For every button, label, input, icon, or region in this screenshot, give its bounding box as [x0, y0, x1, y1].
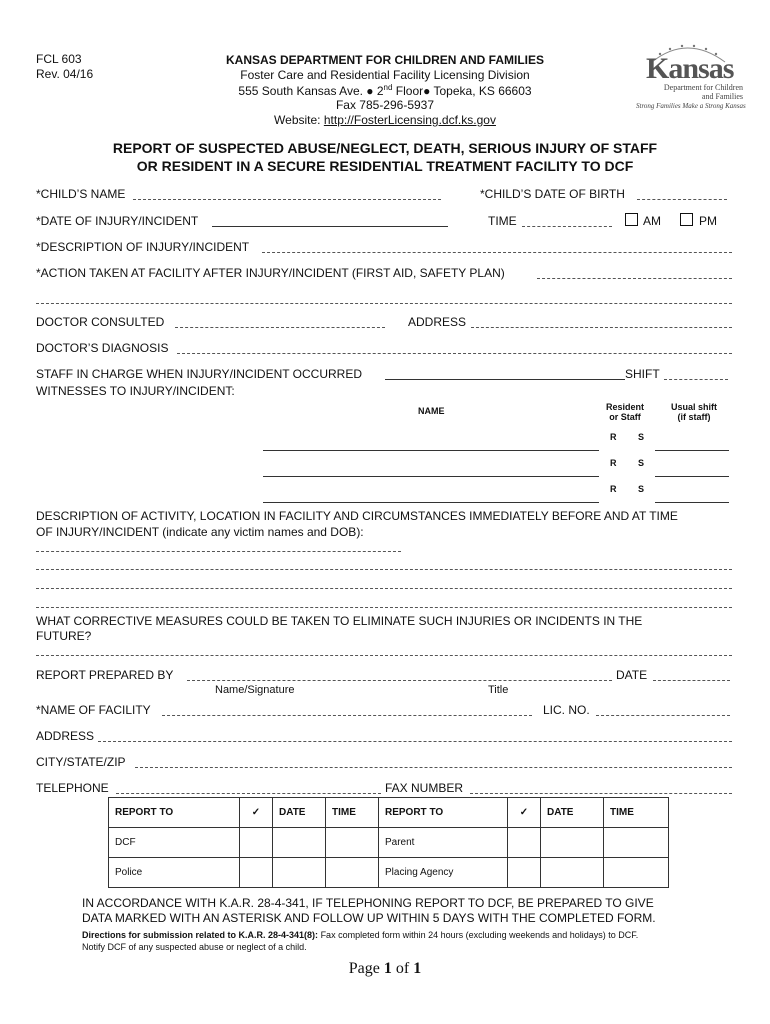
desc-injury-field[interactable]: [262, 252, 732, 253]
prepared-by-label: REPORT PREPARED BY: [36, 668, 174, 682]
activity-field-1[interactable]: [36, 551, 401, 552]
childs-dob-label: *CHILD’S DATE OF BIRTH: [480, 187, 625, 201]
city-state-zip-label: CITY/STATE/ZIP: [36, 755, 126, 769]
page-number: Page 1 of 1: [348, 960, 422, 977]
pm-checkbox[interactable]: [680, 213, 693, 226]
staff-in-charge-field[interactable]: [385, 379, 625, 380]
parent-check-cell[interactable]: [508, 828, 541, 858]
facility-address-label: ADDRESS: [36, 729, 95, 743]
logo-name: Kansas: [646, 52, 734, 85]
doctors-diagnosis-field[interactable]: [177, 353, 732, 354]
am-label: AM: [643, 214, 661, 228]
corrective-label-line2: FUTURE?: [36, 629, 92, 643]
date-injury-field[interactable]: [212, 226, 448, 227]
witness-row2-s[interactable]: S: [638, 458, 645, 468]
agency-website: Website: http://FosterLicensing.dcf.ks.gov: [274, 113, 496, 127]
witness-row1-r[interactable]: R: [610, 432, 617, 442]
report-to-police: Police: [109, 858, 240, 888]
witness-row1-name-field[interactable]: [263, 450, 599, 451]
logo-tagline: Strong Families Make a Strong Kansas: [636, 102, 746, 110]
directions-line1: Directions for submission related to K.A.R. 28-4-341(8): Fax completed form within 24 hours (excluding weekends and holidays) to DCF.: [82, 930, 639, 940]
am-checkbox[interactable]: [625, 213, 638, 226]
agency-fax: Fax 785-296-5937: [335, 98, 435, 112]
agency-name: KANSAS DEPARTMENT FOR CHILDREN AND FAMILIES: [226, 53, 544, 67]
directions-line2: Notify DCF of any suspected abuse or neglect of a child.: [82, 942, 307, 952]
date-injury-label: *DATE OF INJURY/INCIDENT: [36, 214, 199, 228]
shift-field[interactable]: [664, 379, 728, 380]
parent-time-cell[interactable]: [604, 828, 669, 858]
witness-row3-shift-field[interactable]: [655, 502, 729, 503]
logo-dept-line1: Department for Children: [663, 83, 743, 92]
witness-row1-shift-field[interactable]: [655, 450, 729, 451]
pm-label: PM: [699, 214, 717, 228]
staff-in-charge-label: STAFF IN CHARGE WHEN INJURY/INCIDENT OCCURRED: [36, 367, 363, 381]
report-to-header-2: REPORT TO: [379, 798, 508, 828]
report-to-parent: Parent: [379, 828, 508, 858]
table-row: [109, 858, 669, 888]
childs-dob-field[interactable]: [637, 199, 727, 200]
form-revision: Rev. 04/16: [36, 67, 94, 81]
check-header-2: ✓: [508, 798, 541, 828]
doctor-address-label: ADDRESS: [408, 315, 467, 329]
witness-row2-name-field[interactable]: [263, 476, 599, 477]
action-taken-label: *ACTION TAKEN AT FACILITY AFTER INJURY/INCIDENT (FIRST AID, SAFETY PLAN): [36, 266, 505, 280]
activity-field-2[interactable]: [36, 569, 732, 570]
witness-row3-r[interactable]: R: [610, 484, 617, 494]
doctor-address-field[interactable]: [471, 327, 732, 328]
lic-no-label: LIC. NO.: [543, 703, 590, 717]
report-date-field[interactable]: [653, 680, 730, 681]
action-taken-field-2[interactable]: [36, 303, 732, 304]
telephone-label: TELEPHONE: [36, 781, 109, 795]
telephone-field[interactable]: [116, 793, 381, 794]
report-to-dcf: DCF: [109, 828, 240, 858]
name-signature-caption: Name/Signature: [215, 684, 295, 696]
corrective-field[interactable]: [36, 655, 732, 656]
childs-name-label: *CHILD’S NAME: [36, 187, 126, 201]
activity-label-line2: OF INJURY/INCIDENT (indicate any victim names and DOB):: [36, 525, 364, 539]
witness-row2-r[interactable]: R: [610, 458, 617, 468]
police-check-cell[interactable]: [240, 858, 273, 888]
witness-name-header: NAME: [418, 406, 445, 416]
notice-line1: IN ACCORDANCE WITH K.A.R. 28-4-341, IF TELEPHONING REPORT TO DCF, BE PREPARED TO GIVE: [82, 896, 654, 910]
report-title-line2: OR RESIDENT IN A SECURE RESIDENTIAL TREATMENT FACILITY TO DCF: [136, 158, 634, 174]
shift-label: SHIFT: [625, 367, 660, 381]
witness-row2-shift-field[interactable]: [655, 476, 729, 477]
date-header-2: DATE: [541, 798, 604, 828]
police-date-cell[interactable]: [273, 858, 326, 888]
witness-row1-s[interactable]: S: [638, 432, 645, 442]
logo-dept-line2: and Families: [701, 92, 743, 101]
check-header: ✓: [240, 798, 273, 828]
dcf-time-cell[interactable]: [326, 828, 379, 858]
agency-division: Foster Care and Residential Facility Licensing Division: [240, 68, 530, 82]
desc-injury-label: *DESCRIPTION OF INJURY/INCIDENT: [36, 240, 250, 254]
kansas-dcf-logo: [630, 40, 745, 115]
dcf-check-cell[interactable]: [240, 828, 273, 858]
witness-resident-header: Resident or Staff: [605, 402, 644, 422]
corrective-label-line1: WHAT CORRECTIVE MEASURES COULD BE TAKEN TO ELIMINATE SUCH INJURIES OR INCIDENTS IN THE: [36, 614, 643, 628]
witness-row3-s[interactable]: S: [638, 484, 645, 494]
doctor-consulted-field[interactable]: [175, 327, 385, 328]
doctors-diagnosis-label: DOCTOR’S DIAGNOSIS: [36, 341, 169, 355]
fax-number-field[interactable]: [470, 793, 732, 794]
childs-name-field[interactable]: [133, 199, 441, 200]
report-to-header: REPORT TO: [109, 798, 240, 828]
report-date-label: DATE: [616, 668, 648, 682]
placing-agency-time-cell[interactable]: [604, 858, 669, 888]
placing-agency-check-cell[interactable]: [508, 858, 541, 888]
placing-agency-date-cell[interactable]: [541, 858, 604, 888]
time-label: TIME: [488, 214, 517, 228]
parent-date-cell[interactable]: [541, 828, 604, 858]
notice-line2: DATA MARKED WITH AN ASTERISK AND FOLLOW UP WITHIN 5 DAYS WITH THE COMPLETED FORM.: [82, 911, 656, 925]
report-to-table: [108, 797, 669, 888]
witness-row3-name-field[interactable]: [263, 502, 599, 503]
activity-label-line1: DESCRIPTION OF ACTIVITY, LOCATION IN FACILITY AND CIRCUMSTANCES IMMEDIATELY BEFORE AND AT TIME: [36, 509, 678, 523]
dcf-date-cell[interactable]: [273, 828, 326, 858]
date-header: DATE: [273, 798, 326, 828]
facility-address-field[interactable]: [98, 741, 732, 742]
time-header: TIME: [326, 798, 379, 828]
time-header-2: TIME: [604, 798, 669, 828]
city-state-zip-field[interactable]: [135, 767, 732, 768]
action-taken-field[interactable]: [537, 278, 732, 279]
website-link[interactable]: http://FosterLicensing.dcf.ks.gov: [323, 113, 496, 127]
activity-field-3[interactable]: [36, 588, 732, 589]
report-to-header-row: [109, 798, 669, 828]
fax-number-label: FAX NUMBER: [385, 781, 464, 795]
facility-name-field[interactable]: [162, 715, 532, 716]
report-to-placing-agency: Placing Agency: [379, 858, 508, 888]
report-title-line1: REPORT OF SUSPECTED ABUSE/NEGLECT, DEATH, SERIOUS INJURY OF STAFF: [112, 140, 658, 156]
form-code: FCL 603: [36, 52, 82, 66]
witness-shift-header: Usual shift (if staff): [670, 402, 717, 422]
police-time-cell[interactable]: [326, 858, 379, 888]
prepared-by-field[interactable]: [187, 680, 612, 681]
facility-name-label: *NAME OF FACILITY: [36, 703, 151, 717]
lic-no-field[interactable]: [596, 715, 730, 716]
table-row: [109, 828, 669, 858]
time-field[interactable]: [522, 226, 612, 227]
title-caption: Title: [488, 684, 509, 696]
witnesses-label: WITNESSES TO INJURY/INCIDENT:: [36, 384, 235, 398]
activity-field-4[interactable]: [36, 607, 732, 608]
agency-address: 555 South Kansas Ave. ● 2nd Floor● Topeka, KS 66603: [238, 83, 532, 98]
doctor-consulted-label: DOCTOR CONSULTED: [36, 315, 165, 329]
